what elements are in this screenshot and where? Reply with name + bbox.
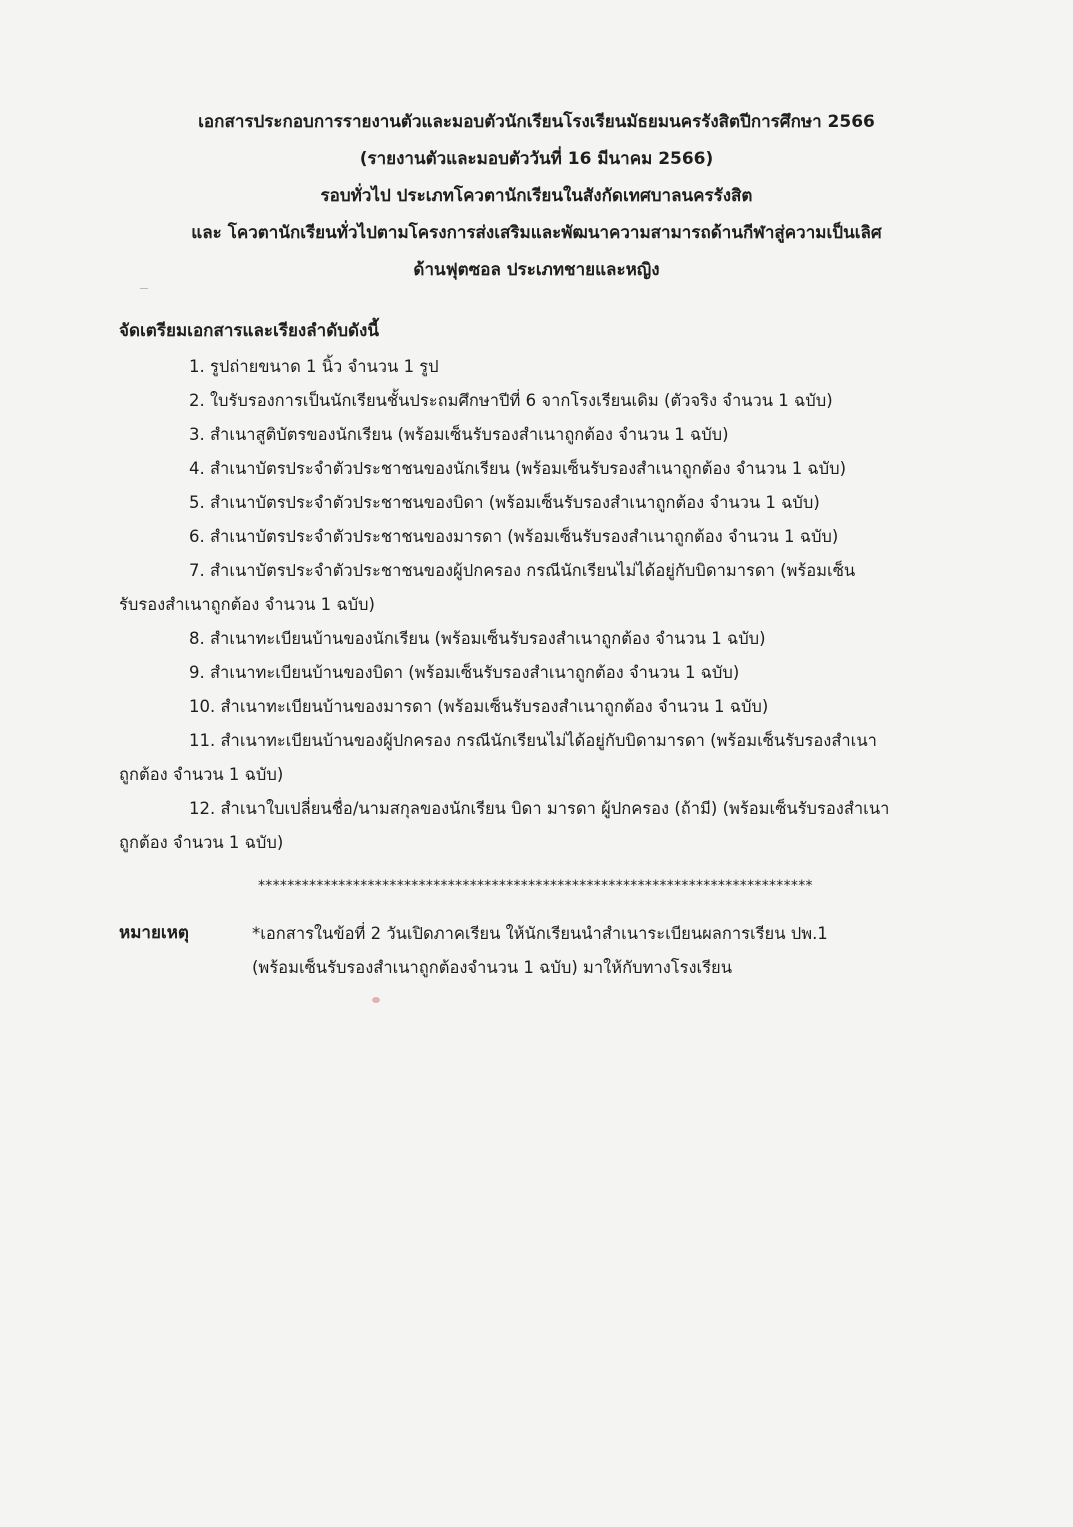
list-item: [119, 622, 949, 656]
list-item-continuation: รับรองสำเนาถูกต้อง จำนวน 1 ฉบับ): [119, 595, 375, 614]
note-label: หมายเหตุ: [119, 923, 189, 943]
list-item-text: 1. รูปถ่ายขนาด 1 นิ้ว จำนวน 1 รูป: [189, 357, 439, 376]
header-line-category: ด้านฟุตซอล ประเภทชายและหญิง: [413, 260, 660, 280]
list-item: [119, 656, 949, 690]
document-header: [100, 104, 973, 289]
asterisk-divider: ****************************************************************************: [258, 878, 813, 894]
list-item: [119, 690, 949, 724]
list-item: [119, 554, 949, 622]
list-item-text: 10. สำเนาทะเบียนบ้านของมารดา (พร้อมเซ็นรับรองสำเนาถูกต้อง จำนวน 1 ฉบับ): [189, 697, 769, 716]
ink-speck: [372, 997, 380, 1003]
list-item-text: 11. สำเนาทะเบียนบ้านของผู้ปกครอง กรณีนักเรียนไม่ได้อยู่กับบิดามารดา (พร้อมเซ็นรับรองสำเนา: [189, 731, 877, 750]
list-item-text: 6. สำเนาบัตรประจำตัวประชาชนของมารดา (พร้อมเซ็นรับรองสำเนาถูกต้อง จำนวน 1 ฉบับ): [189, 527, 839, 546]
list-item-text: 5. สำเนาบัตรประจำตัวประชาชนของบิดา (พร้อมเซ็นรับรองสำเนาถูกต้อง จำนวน 1 ฉบับ): [189, 493, 820, 512]
header-line-title: เอกสารประกอบการรายงานตัวและมอบตัวนักเรียนโรงเรียนมัธยมนครรังสิตปีการศึกษา 2566: [198, 112, 875, 132]
header-line-quota: และ โควตานักเรียนทั่วไปตามโครงการส่งเสริมและพัฒนาความสามารถด้านกีฬาสู่ความเป็นเลิศ: [191, 223, 882, 243]
list-item-text: 4. สำเนาบัตรประจำตัวประชาชนของนักเรียน (พร้อมเซ็นรับรองสำเนาถูกต้อง จำนวน 1 ฉบับ): [189, 459, 847, 478]
list-item-text: 2. ใบรับรองการเป็นนักเรียนชั้นประถมศึกษาปีที่ 6 จากโรงเรียนเดิม (ตัวจริง จำนวน 1 ฉบับ): [189, 391, 833, 410]
document-checklist: [119, 350, 949, 860]
header-line-date: (รายงานตัวและมอบตัววันที่ 16 มีนาคม 2566): [359, 149, 714, 169]
list-item-text: 7. สำเนาบัตรประจำตัวประชาชนของผู้ปกครอง กรณีนักเรียนไม่ได้อยู่กับบิดามารดา (พร้อมเซ็น: [189, 561, 856, 580]
list-item: [119, 418, 949, 452]
note-body: [252, 917, 952, 985]
list-item: [119, 486, 949, 520]
list-item: [119, 520, 949, 554]
stray-mark: [140, 288, 148, 289]
list-item-continuation: ถูกต้อง จำนวน 1 ฉบับ): [119, 765, 284, 784]
note-line: *เอกสารในข้อที่ 2 วันเปิดภาคเรียน ให้นักเรียนนำสำเนาระเบียนผลการเรียน ปพ.1: [252, 924, 828, 943]
list-item: [119, 452, 949, 486]
note-line: (พร้อมเซ็นรับรองสำเนาถูกต้องจำนวน 1 ฉบับ) มาให้กับทางโรงเรียน: [252, 958, 733, 977]
list-item-text: 8. สำเนาทะเบียนบ้านของนักเรียน (พร้อมเซ็นรับรองสำเนาถูกต้อง จำนวน 1 ฉบับ): [189, 629, 766, 648]
header-line-round: รอบทั่วไป ประเภทโควตานักเรียนในสังกัดเทศบาลนครรังสิต: [320, 186, 753, 206]
list-item-text: 12. สำเนาใบเปลี่ยนชื่อ/นามสกุลของนักเรียน บิดา มารดา ผู้ปกครอง (ถ้ามี) (พร้อมเซ็นรับรองสำเนา: [189, 799, 890, 818]
list-item: [119, 792, 949, 860]
section-heading: จัดเตรียมเอกสารและเรียงลำดับดังนี้: [119, 321, 379, 341]
list-item: [119, 350, 949, 384]
list-item: [119, 384, 949, 418]
list-item-continuation: ถูกต้อง จำนวน 1 ฉบับ): [119, 833, 284, 852]
list-item-text: 9. สำเนาทะเบียนบ้านของบิดา (พร้อมเซ็นรับรองสำเนาถูกต้อง จำนวน 1 ฉบับ): [189, 663, 740, 682]
list-item: [119, 724, 949, 792]
list-item-text: 3. สำเนาสูติบัตรของนักเรียน (พร้อมเซ็นรับรองสำเนาถูกต้อง จำนวน 1 ฉบับ): [189, 425, 729, 444]
